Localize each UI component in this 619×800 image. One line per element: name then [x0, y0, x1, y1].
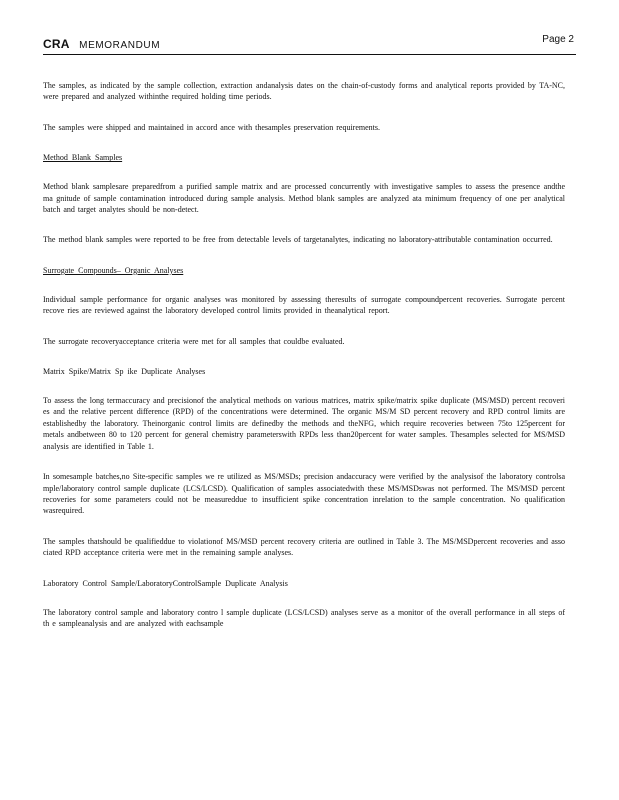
- paragraph-method-blank-description: Method blank samplesare preparedfrom a purified sample matrix and are processed concurrently with investigative samples to assess the presence andthe ma gnitude of sample contamination introduced during sample analysis. Method blank samples are analyzed ata minimum frequency of one per analytical batch and target analytes should be non-detect.: [43, 182, 565, 215]
- header-title-group: [43, 37, 160, 51]
- paragraph-matrix-spike-qualified: The samples thatshould be qualifieddue to violationof MS/MSD percent recovery criteria are outlined in Table 3. The MS/MSDpercent recoveries and asso ciated RPD acceptance criteria were met in the remaining sample analyses.: [43, 536, 565, 558]
- paragraph-preservation: The samples were shipped and maintained in accord ance with thesamples preservation requirements.: [43, 122, 380, 132]
- section-heading-surrogate: [43, 265, 565, 276]
- page-header: [43, 34, 576, 55]
- company-name: CRA: [43, 37, 70, 51]
- document-title: MEMORANDUM: [79, 40, 161, 51]
- section-heading-lcs-text: Laboratory Control Sample/LaboratoryControlSample Duplicate Analysis: [43, 578, 288, 588]
- section-heading-method-blank-text: Method Blank Samples: [43, 153, 123, 163]
- paragraph-matrix-spike-lcs: In somesample batches,no Site-specific samples we re utilized as MS/MSDs; precision andaccuracy were verified by the analysisof the laboratory controlsa mple/laboratory control sample duplicate (LCS/LCSD). Qualification of samples associatedwith these MS/MSDswas not performed. The MS/MSD percent recoveries for some parameters could not be measureddue to insufficient spike concentration inrelation to the sample concentration. No qualification wasrequired.: [43, 472, 565, 516]
- memo-body: [43, 80, 565, 648]
- section-heading-matrix-spike-text: Matrix Spike/Matrix Sp ike Duplicate Analyses: [43, 367, 206, 377]
- section-heading-lcs: [43, 578, 565, 589]
- paragraph-method-blank-results: The method blank samples were reported to be free from detectable levels of targetanalytes, indicating no laboratory-attributable contamination occurred.: [43, 235, 553, 245]
- paragraph-lcs-description: The laboratory control sample and laboratory contro l sample duplicate (LCS/LCSD) analyses serve as a monitor of the overall performance in all steps of th e sampleanalysis and are analyzed with eachsample: [43, 607, 565, 628]
- paragraph-surrogate-description: Individual sample performance for organic analyses was monitored by assessing theresults of surrogate compoundpercent recoveries. Surrogate percent recove ries are reviewed against the laboratory developed control limits provided in theanalytical report.: [43, 294, 565, 316]
- paragraph-matrix-spike-description: To assess the long termaccuracy and precisionof the analytical methods on various matrices, matrix spike/matrix spike duplicate (MS/MSD) percent recoveri es and the relative percent difference (RPD) of the concentrations were determined. The organic MS/M SD percent recovery and RPD control limits are establishedby the laboratory. Theinorganic control limits are definedby the methods and theNFG, which require recoveries between 75to 125percent for metals andbetween 80 to 120 percent for general chemistry parameterswith RPDs less than20percent for water samples. Thesamples selected for MS/MSD analysis are identified in Table 1.: [43, 396, 565, 451]
- page-number: Page 2: [542, 34, 574, 45]
- paragraph-holding-times: The samples, as indicated by the sample collection, extraction andanalysis dates on the chain-of-custody forms and analytical reports provided by TA-NC, were prepared and analyzed withinthe required holding time periods.: [43, 81, 565, 102]
- section-heading-method-blank: [43, 152, 565, 163]
- paragraph-surrogate-results: The surrogate recoveryacceptance criteria were met for all samples that couldbe evaluated.: [43, 336, 345, 346]
- section-heading-surrogate-text: Surrogate Compounds– Organic Analyses: [43, 265, 184, 275]
- section-heading-matrix-spike: [43, 366, 565, 377]
